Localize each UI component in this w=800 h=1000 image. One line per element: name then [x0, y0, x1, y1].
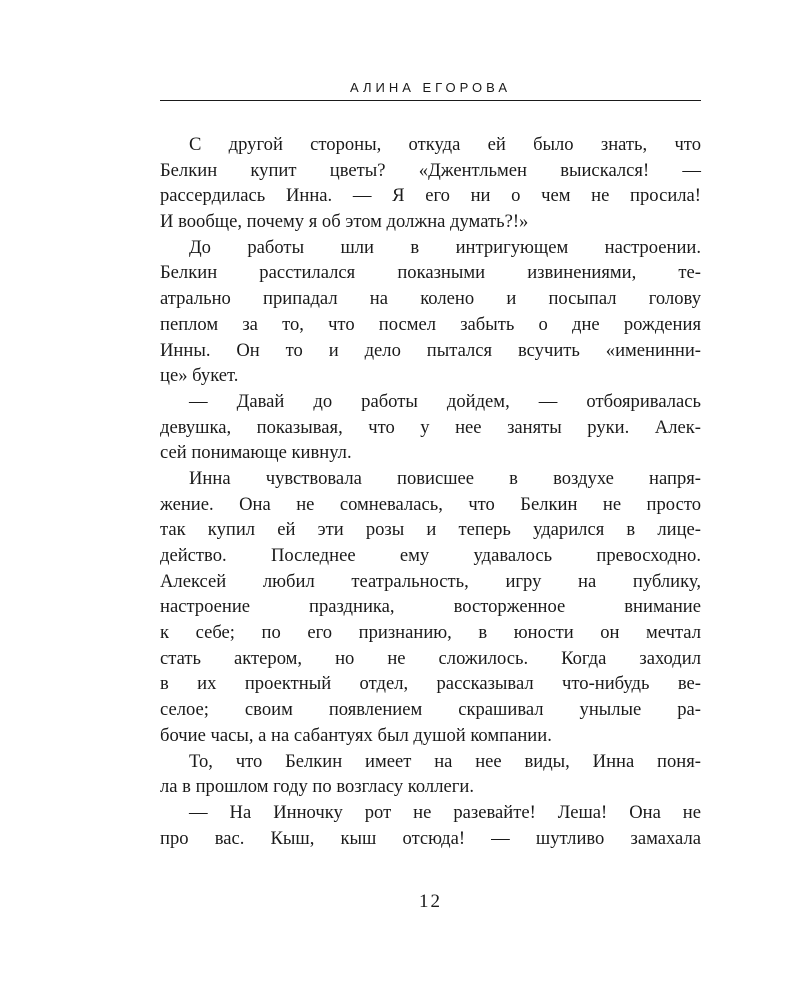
paragraph: [160, 749, 701, 800]
text-line: девушка, показывая, что у нее заняты руки. Алек-: [160, 416, 701, 438]
text-line: бочие часы, а на сабантуях был душой компании.: [160, 724, 552, 746]
text-line: сей понимающе кивнул.: [160, 442, 352, 464]
header-rule: [160, 100, 701, 101]
text-line: Белкин расстилался показными извинениями, те-: [160, 262, 701, 284]
running-head-author: АЛИНА ЕГОРОВА: [349, 80, 511, 95]
text-line: в их проектный отдел, рассказывал что-нибудь ве-: [160, 673, 701, 695]
text-line: — На Инночку рот не разевайте! Леша! Она не: [189, 801, 701, 823]
text-line: Белкин купит цветы? «Джентльмен выискался! —: [160, 159, 701, 181]
text-line: пеплом за то, что посмел забыть о дне рождения: [160, 313, 701, 335]
text-line: действо. Последнее ему удавалось превосходно.: [160, 545, 701, 566]
text-line: — Давай до работы дойдем, — отбояривалась: [189, 390, 701, 412]
text-line: селое; своим появлением скрашивал унылые ра-: [160, 699, 701, 721]
page-number: 12: [419, 891, 442, 912]
text-line: Инна чувствовала повисшее в воздухе напря-: [189, 467, 701, 489]
text-line: рассердилась Инна. — Я его ни о чем не просила!: [160, 185, 701, 207]
text-line: так купил ей эти розы и теперь ударился в лице-: [160, 519, 701, 541]
text-line: Инны. Он то и дело пытался всучить «именинни-: [160, 339, 701, 361]
text-line: То, что Белкин имеет на нее виды, Инна поня-: [189, 750, 701, 772]
paragraph: [160, 132, 701, 235]
paragraph: [160, 235, 701, 389]
text-line: стать актером, но не сложилось. Когда заходил: [160, 647, 701, 669]
paragraph: [160, 389, 701, 466]
book-page: [160, 0, 701, 1000]
paragraph: [160, 800, 701, 851]
text-line: Алексей любил театральность, игру на публику,: [160, 570, 701, 592]
text-line: настроение праздника, восторженное внимание: [160, 596, 701, 618]
text-line: ла в прошлом году по возгласу коллеги.: [160, 776, 474, 798]
body-text: [160, 132, 701, 851]
text-line: И вообще, почему я об этом должна думать?!»: [160, 211, 529, 233]
text-line: про вас. Кыш, кыш отсюда! — шутливо замахала: [160, 827, 701, 849]
text-line: атрально припадал на колено и посыпал голову: [160, 288, 701, 310]
text-line: жение. Она не сомневалась, что Белкин не просто: [160, 493, 701, 515]
text-line: к себе; по его признанию, в юности он мечтал: [160, 622, 701, 644]
text-line: С другой стороны, откуда ей было знать, что: [189, 134, 701, 155]
text-line: До работы шли в интригующем настроении.: [189, 236, 701, 258]
paragraph: [160, 466, 701, 749]
text-line: це» букет.: [160, 365, 239, 387]
